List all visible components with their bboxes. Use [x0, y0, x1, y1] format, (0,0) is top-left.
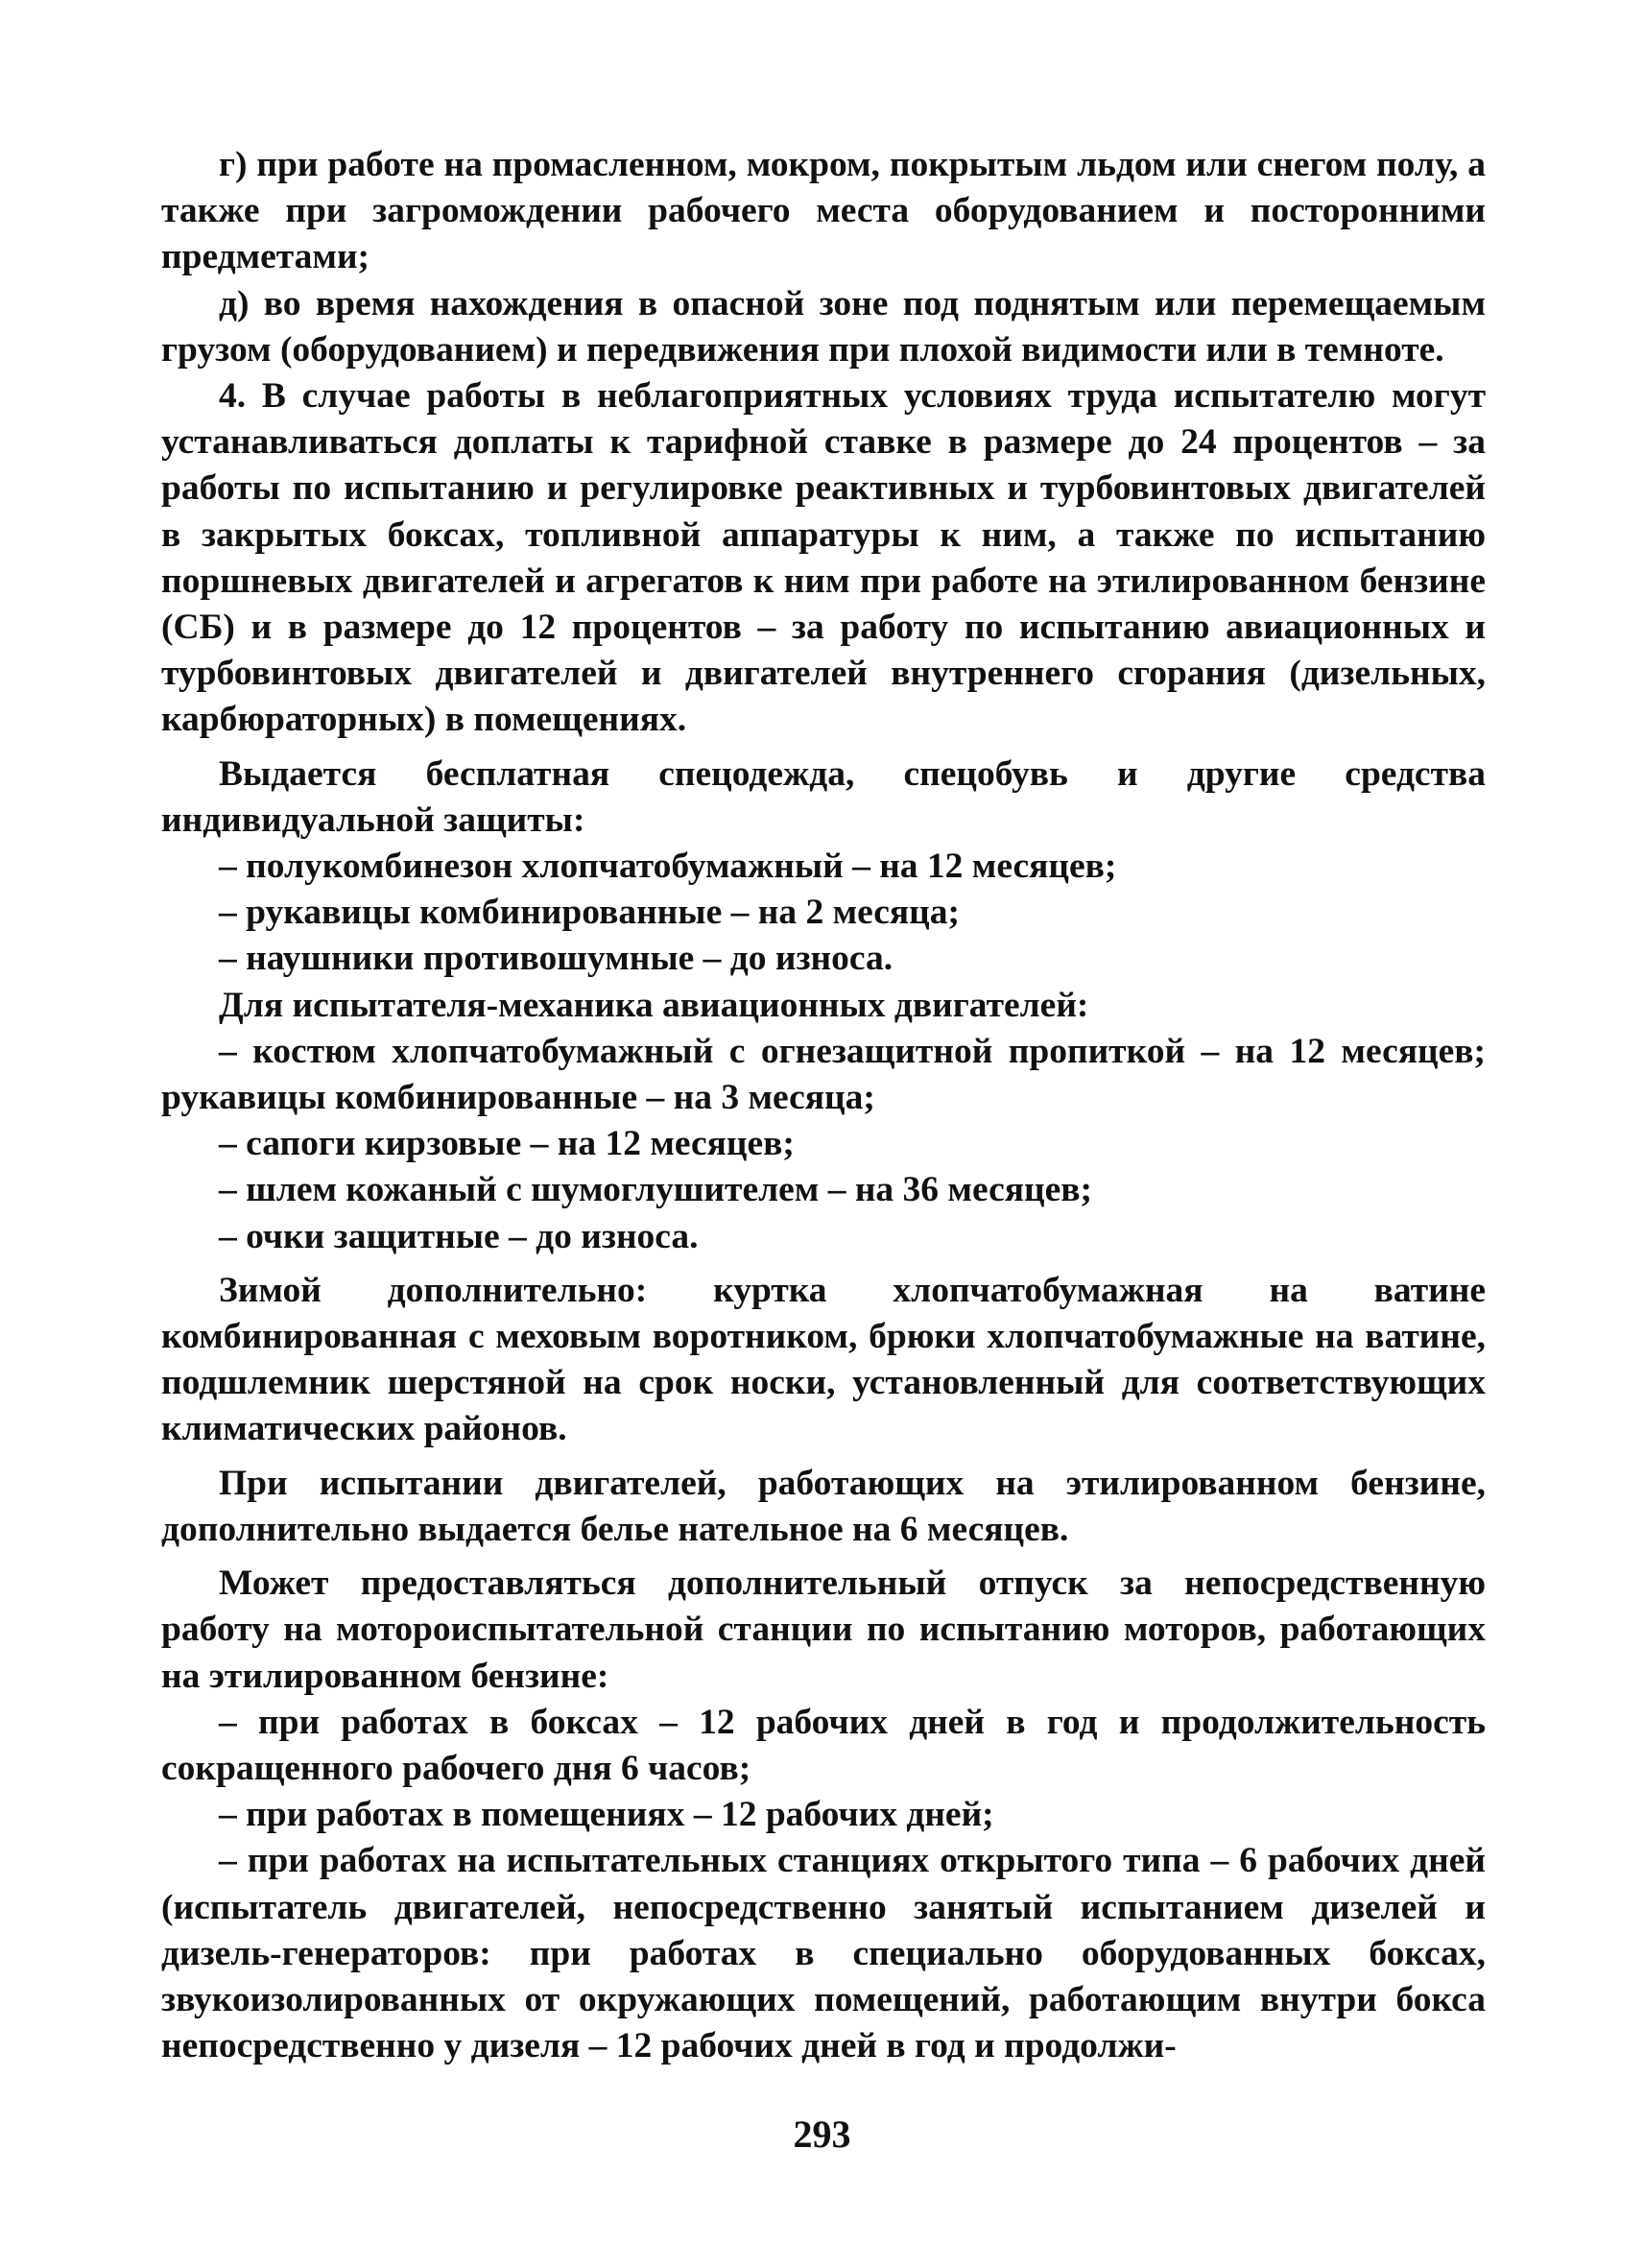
- list-item: – шлем кожаный с шумоглушителем – на 36 месяцев;: [219, 1170, 1092, 1210]
- paragraph: [161, 373, 1486, 744]
- page-number: 293: [793, 2113, 851, 2156]
- list-item: – при работах в помещениях – 12 рабочих дней;: [219, 1795, 994, 1835]
- list-item: – сапоги кирзовые – на 12 месяцев;: [219, 1124, 795, 1164]
- list-item: – костюм хлопчатобумажный с огнезащитной пропиткой – на 12 месяцев; рукавицы комбинированные – на 3 месяца;: [161, 1031, 1486, 1118]
- clause-number: 4.: [219, 376, 247, 417]
- page-body: [161, 142, 1486, 2069]
- paragraph: Может предоставляться дополнительный отпуск за непосредственную работу на мотороиспытательной станции по испытанию моторов, работающих на этилированном бензине:: [161, 1564, 1486, 1696]
- paragraph: д) во время нахождения в опасной зоне под поднятым или перемещаемым грузом (оборудованием) и передвижения при плохой видимости или в темноте.: [161, 283, 1486, 370]
- list-item: – очки защитные – до износа.: [219, 1216, 699, 1256]
- paragraph: Зимой дополнительно: куртка хлопчатобумажная на ватине комбинированная с меховым воротником, брюки хлопчатобумажные на ватине, подшлемник шерстяной на срок носки, установленный для соответствующих климатических районов.: [161, 1270, 1486, 1449]
- list-item: – рукавицы комбинированные – на 2 месяца;: [219, 893, 960, 933]
- paragraph-text: В случае работы в неблагоприятных условиях труда испытателю могут устанавливаться доплаты к тарифной ставке в размере до 24 процентов – за работы по испытанию и регулировке реактивных и турбовинтовых двигателей в закрытых боксах, топливной аппаратуры к ним, а также по испытанию поршневых двигателей и агрегатов к ним при работе на этилированном бензине (СБ) и в размере до 12 процентов – за работу по испытанию авиационных и турбовинтовых двигателей и двигателей внутреннего сгорания (дизельных, карбюраторных) в помещениях.: [161, 376, 1486, 740]
- paragraph: Выдается бесплатная спецодежда, спецобувь и другие средства индивидуальной защиты:: [161, 753, 1486, 840]
- list-item: – при работах на испытательных станциях открытого типа – 6 рабочих дней (испытатель двигателей, непосредственно занятый испытанием дизелей и дизель-генераторов: при работах в специально оборудованных боксах, звукоизолированных от окружающих помещений, работающим внутри бокса непосредственно у дизеля – 12 рабочих дней в год и продолжи-: [161, 1841, 1486, 2066]
- list-item: – при работах в боксах – 12 рабочих дней в год и продолжительность сокращенного рабочего дня 6 часов;: [161, 1702, 1486, 1788]
- paragraph: При испытании двигателей, работающих на этилированном бензине, дополнительно выдается белье нательное на 6 месяцев.: [161, 1463, 1486, 1549]
- paragraph: Для испытателя-механика авиационных двигателей:: [219, 985, 1089, 1025]
- paragraph: г) при работе на промасленном, мокром, покрытым льдом или снегом полу, а также при загромождении рабочего места оборудованием и посторонними предметами;: [161, 145, 1486, 277]
- list-item: – полукомбинезон хлопчатобумажный – на 12 месяцев;: [219, 847, 1117, 887]
- list-item: – наушники противошумные – до износа.: [219, 939, 893, 979]
